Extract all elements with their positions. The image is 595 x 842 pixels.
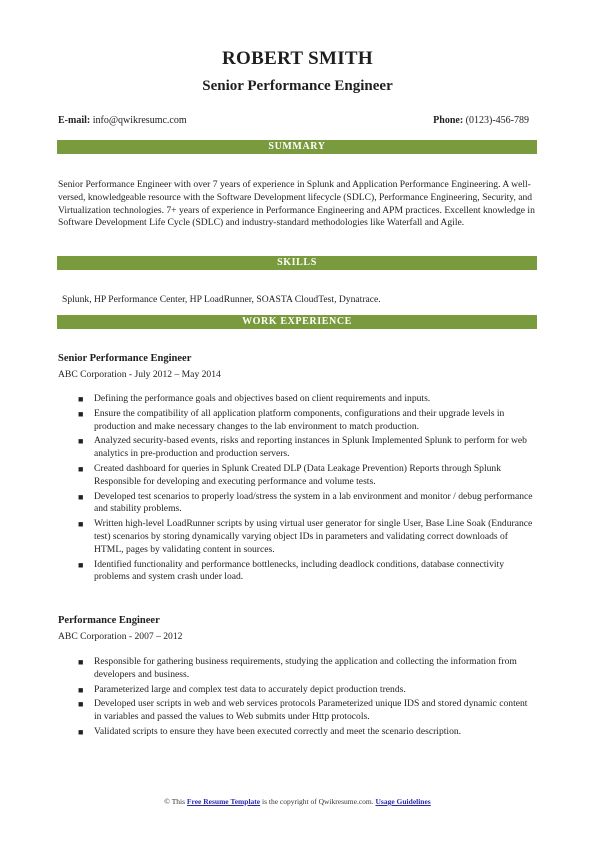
job-bullet-list	[78, 656, 534, 741]
bullet-icon: ■	[78, 559, 84, 570]
bullet-icon: ■	[78, 491, 84, 502]
free-resume-template-link[interactable]: Free Resume Template	[186, 797, 261, 806]
list-item	[78, 462, 534, 489]
work-experience-heading: WORK EXPERIENCE	[57, 315, 537, 329]
bullet-text: Developed user scripts in web and web services protocols Parameterized unique IDS and stored dynamic content in variables and passed the values to Web submits under Http protocols.	[94, 698, 528, 723]
bullet-text: Responsible for gathering business requirements, studying the application and collecting the information from developers and business.	[94, 656, 517, 680]
email-value[interactable]: info@qwikresumc.com	[92, 115, 187, 126]
bullet-icon: ■	[78, 463, 84, 474]
phone-line	[433, 115, 529, 126]
list-item	[78, 683, 534, 697]
footer-middle: is the copyright of Qwikresume.com.	[261, 797, 374, 806]
candidate-name: ROBERT SMITH	[222, 48, 373, 69]
list-item	[78, 435, 534, 461]
bullet-text: Identified functionality and performance bottlenecks, including deadlock conditions, database connectivity problems and system crash under load.	[94, 558, 504, 583]
phone-label: Phone:	[433, 115, 464, 126]
skills-heading: SKILLS	[57, 256, 537, 270]
footer-prefix: © This	[164, 797, 186, 806]
bullet-text: Written high-level LoadRunner scripts by using virtual user generator for single User, Base Line Soak (Endurance test) scenarios by storing dynamically varying object IDs in parameters and validating correct downloads of HTML, pages by validating content in sources.	[94, 518, 533, 555]
bullet-text: Created dashboard for queries in Splunk Created DLP (Data Leakage Prevention) Reports through Splunk Responsible for developing and executing performance and volume tests.	[94, 462, 502, 487]
bullet-text: Analyzed security-based events, risks and reporting instances in Splunk Implemented Splunk to perform for web analytics in pre-production and production servers.	[94, 435, 527, 460]
list-item	[78, 407, 534, 434]
list-item	[78, 393, 534, 406]
job-company-dates: ABC Corporation - July 2012 – May 2014	[58, 369, 221, 380]
list-item	[78, 490, 534, 517]
bullet-text: Parameterized large and complex test data to accurately depict production trends.	[94, 683, 406, 695]
bullet-icon: ■	[78, 408, 84, 419]
list-item	[78, 725, 534, 739]
bullet-text: Developed test scenarios to properly load/stress the system in a lab environment and monitor / debug performance and stability problems.	[94, 490, 533, 515]
email-label: E-mail:	[58, 115, 91, 126]
bullet-icon: ■	[78, 394, 84, 404]
job-title: Performance Engineer	[58, 615, 160, 626]
bullet-text: Validated scripts to ensure they have been executed correctly and meet the scenario description.	[94, 725, 462, 737]
summary-text: Senior Performance Engineer with over 7 years of experience in Splunk and Application Performance Engineering. A well-versed, knowledgeable resource with the Software Development lifecycle (SDLC), Performance Engineering, Security, and Virtualization technologies. 7+ years of experience in Performance Engineering and APM practices. Excellent knowledge in Software Development Life Cycle (SDLC) and industry-standard methodologies like Waterfall and Agile.	[58, 179, 535, 229]
bullet-icon: ■	[78, 726, 84, 737]
list-item	[78, 518, 534, 556]
job-title: Senior Performance Engineer	[58, 353, 192, 364]
email-line	[58, 115, 187, 126]
list-item	[78, 656, 534, 682]
candidate-title: Senior Performance Engineer	[202, 78, 393, 94]
list-item	[78, 558, 534, 585]
bullet-text: Defining the performance goals and objectives based on client requirements and inputs.	[94, 393, 431, 404]
summary-heading: SUMMARY	[57, 140, 537, 154]
bullet-icon: ■	[78, 436, 84, 447]
list-item	[78, 698, 534, 724]
skills-text: Splunk, HP Performance Center, HP LoadRunner, SOASTA CloudTest, Dynatrace.	[62, 294, 381, 305]
phone-value: (0123)-456-789	[465, 115, 529, 126]
bullet-icon: ■	[78, 684, 84, 695]
job-company-dates: ABC Corporation - 2007 – 2012	[58, 631, 183, 642]
bullet-icon: ■	[78, 699, 84, 710]
job-bullet-list	[78, 393, 534, 586]
bullet-icon: ■	[78, 657, 84, 667]
usage-guidelines-link[interactable]: Usage Guidelines	[375, 797, 431, 806]
bullet-text: Ensure the compatibility of all application platform components, configurations and their upgrade levels in production and make necessary changes to the lab environment to match production.	[94, 407, 505, 432]
bullet-icon: ■	[78, 519, 84, 530]
footer	[0, 797, 595, 806]
